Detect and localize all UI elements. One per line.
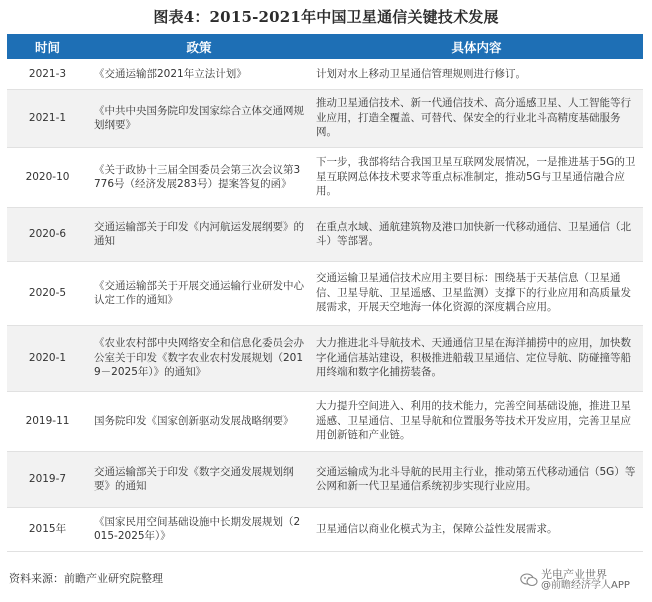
policy-cell: 交通运输部关于印发《内河航运发展纲要》的通知 [88, 207, 310, 261]
table-row [7, 451, 643, 507]
policy-table [7, 34, 643, 552]
content-cell: 下一步，我部将结合我国卫星互联网发展情况，一是推进基于5G的卫星互联网总体技术要求等重点标准制定，推动5G与卫星通信融合应用。 [310, 147, 643, 207]
table-row [7, 325, 643, 391]
header-content: 具体内容 [310, 34, 643, 59]
table-row [7, 507, 643, 551]
policy-cell: 国务院印发《国家创新驱动发展战略纲要》 [88, 391, 310, 451]
content-cell: 大力提升空间进入、利用的技术能力，完善空间基础设施，推进卫星遥感、卫星通信、卫星导航和位置服务等技术开发应用，完善卫星应用创新链和产业链。 [310, 391, 643, 451]
policy-cell: 《交通运输部关于开展交通运输行业研发中心认定工作的通知》 [88, 261, 310, 325]
content-cell: 推动卫星通信技术、新一代通信技术、高分遥感卫星、人工智能等行业应用，打造全覆盖、可替代、保安全的行业北斗高精度基础服务网。 [310, 89, 643, 147]
table-row [7, 59, 643, 89]
time-cell: 2020-6 [7, 207, 88, 261]
table-row [7, 261, 643, 325]
time-cell: 2021-1 [7, 89, 88, 147]
watermark-line1: 光电产业世界 [541, 568, 607, 581]
time-cell: 2019-11 [7, 391, 88, 451]
content-cell: 计划对水上移动卫星通信管理规则进行修订。 [310, 59, 643, 89]
policy-cell: 交通运输部关于印发《数字交通发展规划纲要》的通知 [88, 451, 310, 507]
time-cell: 2020-1 [7, 325, 88, 391]
table-header-row [7, 34, 643, 59]
policy-cell: 《国家民用空间基础设施中长期发展规划（2015-2025年）》 [88, 507, 310, 551]
time-cell: 2019-7 [7, 451, 88, 507]
chart-title: 图表4：2015-2021年中国卫星通信关键技术发展 [153, 8, 499, 26]
table-row [7, 89, 643, 147]
watermark-line2: @前瞻经济学人APP [541, 580, 630, 591]
header-policy: 政策 [88, 34, 310, 59]
table-row [7, 391, 643, 451]
source-note: 资料来源：前瞻产业研究院整理 [9, 572, 163, 585]
policy-cell: 《关于政协十三届全国委员会第三次会议第3776号（经济发展283号）提案答复的函》 [88, 147, 310, 207]
wechat-icon [520, 573, 538, 587]
content-cell: 交通运输卫星通信技术应用主要目标：围绕基于天基信息（卫星通信、卫星导航、卫星遥感、卫星监测）支撑下的行业应用和高质量发展需求，开展天空地海一体化资源的深度耦合应用。 [310, 261, 643, 325]
time-cell: 2020-5 [7, 261, 88, 325]
content-cell: 大力推进北斗导航技术、天通通信卫星在海洋捕捞中的应用，加快数字化通信基站建设，积极推进船载卫星通信、定位导航、防碰撞等船用终端和数字化捕捞装备。 [310, 325, 643, 391]
watermark [520, 569, 630, 591]
policy-cell: 《交通运输部2021年立法计划》 [88, 59, 310, 89]
table-row [7, 207, 643, 261]
table-row [7, 147, 643, 207]
content-cell: 在重点水域、通航建筑物及港口加快新一代移动通信、卫星通信（北斗）等部署。 [310, 207, 643, 261]
content-cell: 卫星通信以商业化模式为主，保障公益性发展需求。 [310, 507, 643, 551]
policy-cell: 《中共中央国务院印发国家综合立体交通网规划纲要》 [88, 89, 310, 147]
content-cell: 交通运输成为北斗导航的民用主行业，推动第五代移动通信（5G）等公网和新一代卫星通信系统初步实现行业应用。 [310, 451, 643, 507]
policy-cell: 《农业农村部中央网络安全和信息化委员会办公室关于印发《数字农业农村发展规划（2019－2025年）》的通知》 [88, 325, 310, 391]
header-time: 时间 [7, 34, 88, 59]
time-cell: 2021-3 [7, 59, 88, 89]
time-cell: 2015年 [7, 507, 88, 551]
time-cell: 2020-10 [7, 147, 88, 207]
